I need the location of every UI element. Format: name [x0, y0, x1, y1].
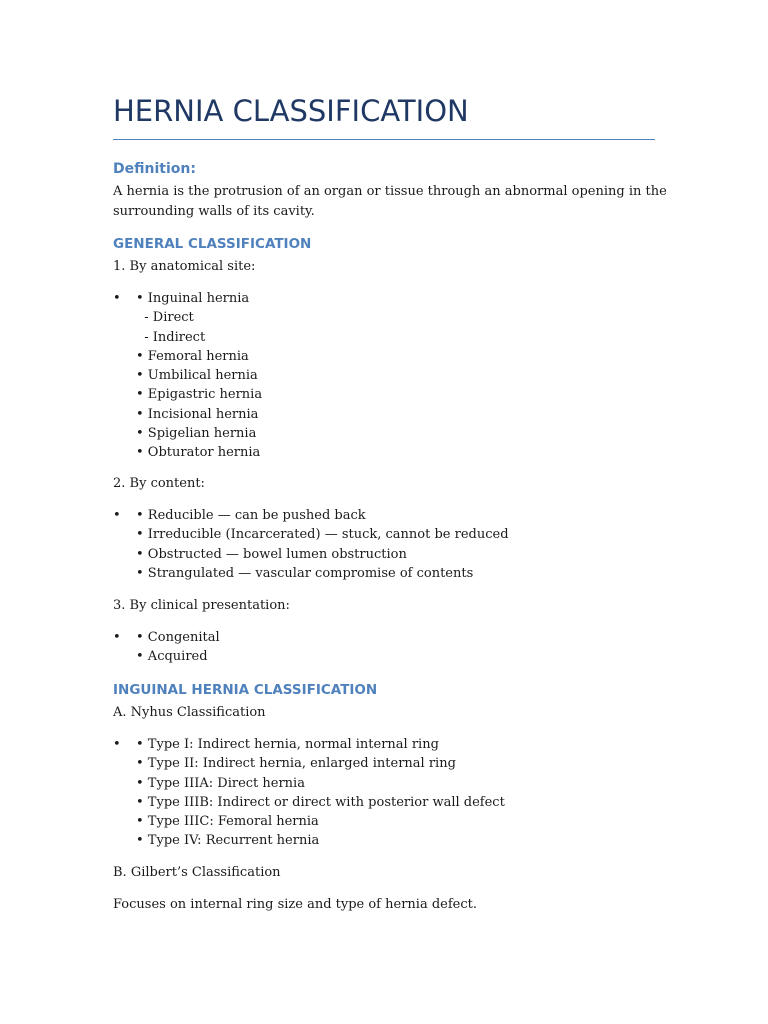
list-item: • Obturator hernia [136, 445, 261, 461]
inguinal-classification-heading: INGUINAL HERNIA CLASSIFICATION [113, 682, 378, 698]
list-item: • Congenital [136, 630, 220, 645]
clinical-list-items [136, 628, 220, 667]
list-item: • Incisional hernia [136, 406, 259, 422]
nyhus-list-items [136, 735, 505, 851]
general-classification-heading: GENERAL CLASSIFICATION [113, 236, 312, 252]
clinical-list-bullet: • [113, 630, 121, 645]
list-item: • Type IIIA: Direct hernia [136, 775, 305, 791]
gilbert-description: Focuses on internal ring size and type of hernia defect. [113, 897, 477, 912]
list-item: • Type IIIB: Indirect or direct with posterior wall defect [136, 794, 505, 810]
list-item: - Direct [136, 310, 194, 326]
list-item: • Type IIIC: Femoral hernia [136, 814, 319, 830]
document-title: HERNIA CLASSIFICATION [113, 94, 469, 128]
list-item: • Inguinal hernia [136, 291, 250, 306]
content-list-bullet: • [113, 508, 121, 523]
content-label: 2. By content: [113, 476, 205, 491]
site-list-items [136, 289, 262, 463]
nyhus-list-bullet: • [113, 737, 121, 752]
list-item: • Type II: Indirect hernia, enlarged internal ring [136, 756, 456, 772]
list-item: • Umbilical hernia [136, 368, 258, 384]
site-label: 1. By anatomical site: [113, 259, 256, 274]
nyhus-label: A. Nyhus Classification [113, 705, 266, 720]
definition-line-1: A hernia is the protrusion of an organ or tissue through an abnormal opening in the [113, 184, 667, 199]
list-item: • Type IV: Recurrent hernia [136, 833, 320, 849]
list-item: • Acquired [136, 649, 208, 665]
list-item: • Femoral hernia [136, 348, 249, 364]
list-item: - Indirect [136, 329, 206, 345]
definition-heading: Definition: [113, 161, 196, 177]
list-item: • Obstructed — bowel lumen obstruction [136, 546, 407, 562]
gilbert-label: B. Gilbert’s Classification [113, 865, 281, 880]
list-item: • Reducible — can be pushed back [136, 508, 366, 523]
site-list-bullet: • [113, 291, 121, 306]
list-item: • Irreducible (Incarcerated) — stuck, cannot be reduced [136, 527, 509, 543]
title-underline [113, 139, 655, 140]
list-item: • Epigastric hernia [136, 387, 263, 403]
clinical-label: 3. By clinical presentation: [113, 598, 290, 613]
list-item: • Spigelian hernia [136, 426, 257, 442]
list-item: • Type I: Indirect hernia, normal internal ring [136, 737, 439, 752]
list-item: • Strangulated — vascular compromise of contents [136, 565, 474, 581]
definition-line-2: surrounding walls of its cavity. [113, 204, 315, 219]
content-list-items [136, 506, 509, 583]
